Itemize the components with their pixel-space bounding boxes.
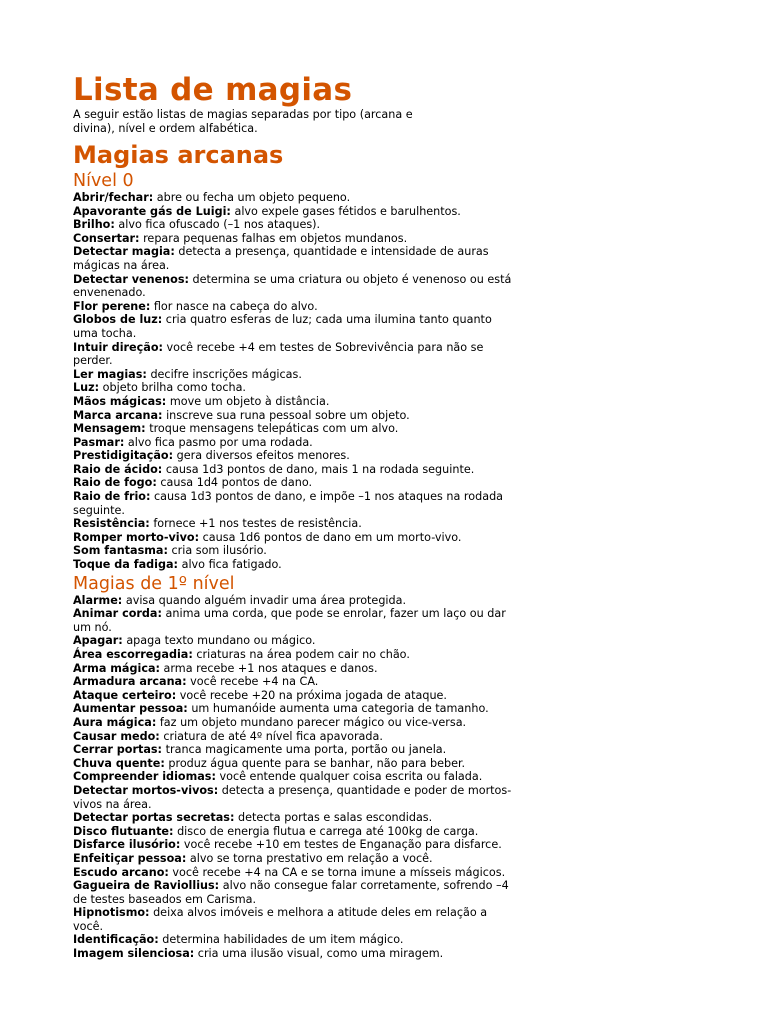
spell-name: Som fantasma: [73, 544, 168, 558]
spell-description: criaturas na área podem cair no chão. [196, 648, 410, 661]
spell-description: apaga texto mundano ou mágico. [126, 634, 316, 648]
spell-name: Alarme: [73, 593, 123, 607]
spell-name: Aumentar pessoa: [73, 702, 188, 716]
spell-entry [73, 531, 513, 545]
spell-entry [73, 933, 513, 947]
spell-entry [73, 825, 513, 839]
spell-description: produz água quente para se banhar, não para beber. [168, 756, 466, 770]
spell-entry [73, 730, 513, 744]
spell-description: você recebe +4 na CA. [190, 675, 319, 689]
spell-entry [73, 648, 513, 662]
spell-description: alvo fica pasmo por uma rodada. [127, 435, 313, 449]
spell-description: causa 1d4 pontos de dano. [160, 476, 313, 490]
spell-description: faz um objeto mundano parecer mágico ou vice-versa. [159, 715, 467, 729]
spell-description: abre ou fecha um objeto pequeno. [156, 191, 351, 204]
spell-description: alvo não consegue falar corretamente, sofrendo –4 de testes baseados em Carisma. [73, 879, 509, 906]
spell-name: Arma mágica: [73, 661, 160, 675]
spell-name: Disfarce ilusório: [73, 838, 181, 852]
spell-entry [73, 634, 513, 648]
spell-description: cria som ilusório. [171, 544, 267, 558]
spell-description: alvo fica ofuscado (–1 nos ataques). [118, 218, 321, 232]
spell-name: Compreender idiomas: [73, 770, 216, 784]
spell-entry [73, 490, 513, 517]
spell-description: objeto brilha como tocha. [102, 381, 246, 395]
spell-description: move um objeto à distância. [169, 394, 330, 408]
spell-name: Identificação: [73, 933, 159, 947]
spell-entry [73, 702, 513, 716]
spell-description: tranca magicamente uma porta, portão ou janela. [165, 743, 447, 757]
spell-description: causa 1d3 pontos de dano, e impõe –1 nos ataques na rodada seguinte. [73, 490, 504, 517]
spell-name: Intuir direção: [73, 340, 163, 354]
spell-entry [73, 675, 513, 689]
spell-name: Luz: [73, 381, 100, 395]
spell-entry [73, 811, 513, 825]
spell-entry [73, 232, 513, 246]
spell-entry [73, 662, 513, 676]
spell-name: Hipnotismo: [73, 906, 150, 920]
spell-description: arma recebe +1 nos ataques e danos. [163, 661, 378, 675]
spell-description: você entende qualquer coisa escrita ou falada. [219, 770, 483, 784]
spell-name: Marca arcana: [73, 408, 163, 422]
spell-description: detecta a presença, quantidade e intensidade de auras mágicas na área. [73, 245, 489, 272]
spell-description: anima uma corda, que pode se enrolar, fazer um laço ou dar um nó. [73, 607, 506, 634]
spell-description: um humanóide aumenta uma categoria de tamanho. [191, 702, 489, 716]
spell-entry [73, 906, 513, 933]
spell-entry [73, 594, 513, 608]
intro-paragraph: A seguir estão listas de magias separadas por tipo (arcana e divina), nível e ordem alfabética. [73, 108, 413, 135]
spell-entry [73, 300, 513, 314]
spell-name: Armadura arcana: [73, 675, 187, 689]
spell-description: causa 1d6 pontos de dano em um morto-vivo. [202, 530, 462, 544]
spell-description: avisa quando alguém invadir uma área protegida. [125, 593, 407, 607]
spell-description: determina habilidades de um item mágico. [162, 933, 404, 947]
spell-entry [73, 716, 513, 730]
spell-description: alvo fica fatigado. [181, 558, 282, 572]
spell-description: gera diversos efeitos menores. [176, 449, 350, 463]
spell-description: alvo expele gases fétidos e barulhentos. [234, 204, 461, 218]
spell-name: Disco flutuante: [73, 824, 174, 838]
spell-entry [73, 689, 513, 703]
spell-entry [73, 463, 513, 477]
spell-description: inscreve sua runa pessoal sobre um objeto. [166, 408, 410, 422]
spell-name: Globos de luz: [73, 313, 163, 327]
spell-description: causa 1d3 pontos de dano, mais 1 na rodada seguinte. [165, 462, 475, 476]
spell-description: flor nasce na cabeça do alvo. [153, 299, 318, 313]
spell-entry [73, 313, 513, 340]
level-heading: Nível 0 [73, 171, 134, 191]
spell-name: Abrir/fechar: [73, 191, 154, 204]
spell-entry [73, 757, 513, 771]
spell-name: Detectar mortos-vivos: [73, 783, 219, 797]
spell-entry [73, 436, 513, 450]
spell-description: deixa alvos imóveis e melhora a atitude deles em relação a você. [73, 906, 488, 933]
spell-name: Detectar venenos: [73, 272, 189, 286]
spell-description: disco de energia flutua e carrega até 100kg de carga. [177, 824, 479, 838]
spell-name: Ler magias: [73, 367, 147, 381]
spell-description: repara pequenas falhas em objetos mundanos. [143, 231, 408, 245]
spell-entry [73, 368, 513, 382]
spell-description: determina se uma criatura ou objeto é venenoso ou está envenenado. [73, 272, 512, 300]
spell-name: Pasmar: [73, 435, 125, 449]
spell-entry [73, 273, 513, 300]
spell-name: Consertar: [73, 231, 140, 245]
spell-name: Raio de fogo: [73, 476, 157, 490]
spell-entry [73, 879, 513, 906]
spell-name: Mãos mágicas: [73, 394, 167, 408]
spell-entry [73, 517, 513, 531]
spell-entry [73, 607, 513, 634]
spell-name: Escudo arcano: [73, 865, 169, 879]
spell-name: Prestidigitação: [73, 449, 174, 463]
spell-entry [73, 743, 513, 757]
level-heading: Magias de 1º nível [73, 573, 235, 594]
spell-description: cria uma ilusão visual, como uma miragem. [197, 947, 444, 961]
spell-description: você recebe +10 em testes de Enganação para disfarce. [183, 838, 502, 852]
spell-name: Detectar portas secretas: [73, 811, 235, 825]
spell-name: Apavorante gás de Luigi: [73, 204, 231, 218]
spell-name: Apagar: [73, 634, 123, 648]
spell-entry [73, 341, 513, 368]
spell-name: Enfeitiçar pessoa: [73, 851, 187, 865]
document-page [73, 72, 513, 961]
spell-description: cria quatro esferas de luz; cada uma ilumina tanto quanto uma tocha. [73, 313, 492, 340]
spell-name: Flor perene: [73, 299, 151, 313]
spell-entry [73, 422, 513, 436]
spell-name: Ataque certeiro: [73, 688, 177, 702]
page-title: Lista de magias [73, 72, 353, 108]
spell-description: detecta portas e salas escondidas. [238, 811, 433, 825]
spell-name: Aura mágica: [73, 715, 157, 729]
section-title: Magias arcanas [73, 141, 284, 169]
spell-entry [73, 381, 513, 395]
spell-name: Cerrar portas: [73, 743, 163, 757]
spell-name: Resistência: [73, 517, 150, 531]
spell-description: criatura de até 4º nível fica apavorada. [163, 729, 383, 743]
spell-entry [73, 838, 513, 852]
spell-entry [73, 218, 513, 232]
spell-entry [73, 852, 513, 866]
spell-entry [73, 191, 513, 205]
spell-description: decifre inscrições mágicas. [150, 367, 302, 381]
spell-entry [73, 947, 513, 961]
spell-entry [73, 205, 513, 219]
spell-name: Brilho: [73, 218, 115, 232]
spell-name: Raio de frio: [73, 490, 151, 504]
spell-entry [73, 476, 513, 490]
spell-name: Romper morto-vivo: [73, 530, 200, 544]
spell-entry [73, 449, 513, 463]
spell-entry [73, 784, 513, 811]
spell-entry [73, 866, 513, 880]
spell-entry [73, 544, 513, 558]
spell-description: fornece +1 nos testes de resistência. [153, 517, 362, 531]
spell-name: Animar corda: [73, 607, 162, 621]
spell-entry [73, 409, 513, 423]
spell-description: você recebe +4 na CA e se torna imune a mísseis mágicos. [172, 865, 506, 879]
spell-description: você recebe +20 na próxima jogada de ataque. [179, 688, 447, 702]
spell-name: Toque da fadiga: [73, 558, 179, 572]
levels-container [73, 171, 513, 961]
spell-name: Raio de ácido: [73, 462, 163, 476]
spell-name: Imagem silenciosa: [73, 947, 195, 961]
spell-name: Causar medo: [73, 729, 160, 743]
spell-description: troque mensagens telepáticas com um alvo. [149, 422, 399, 436]
spell-name: Mensagem: [73, 422, 146, 436]
spell-name: Gagueira de Raviollius: [73, 879, 220, 893]
spell-entry [73, 558, 513, 572]
spell-description: alvo se torna prestativo em relação a você. [189, 851, 433, 865]
spell-name: Área escorregadia: [73, 648, 193, 661]
spell-name: Detectar magia: [73, 245, 175, 259]
spell-name: Chuva quente: [73, 756, 165, 770]
spell-entry [73, 770, 513, 784]
spell-description: você recebe +4 em testes de Sobrevivência para não se perder. [73, 340, 484, 368]
spell-entry [73, 395, 513, 409]
spell-description: detecta a presença, quantidade e poder de mortos-vivos na área. [73, 783, 512, 811]
spell-entry [73, 245, 513, 272]
